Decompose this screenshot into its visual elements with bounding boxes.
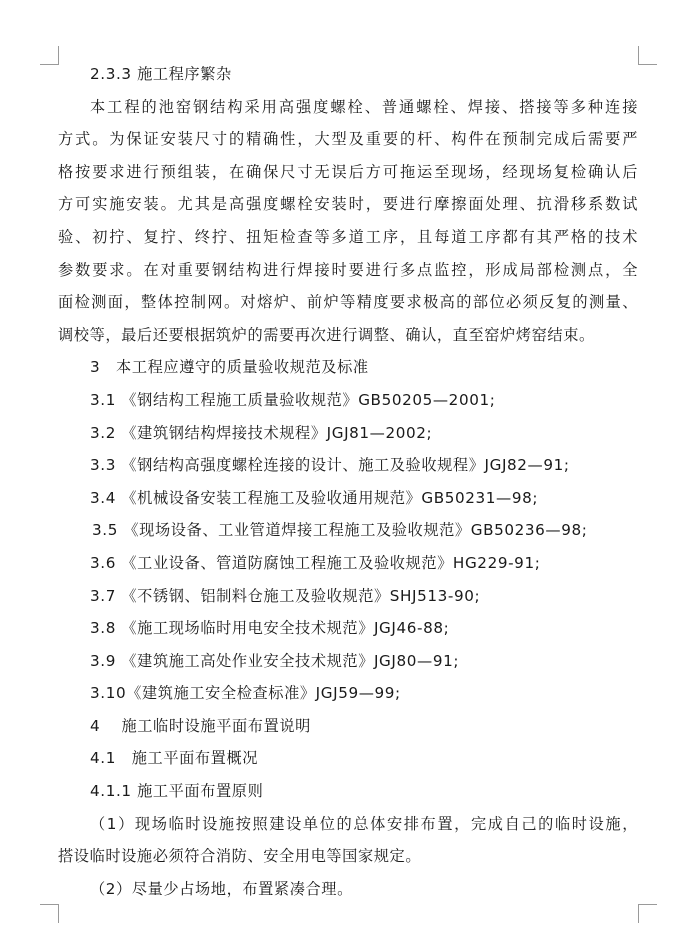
heading-4-1-1: 4.1.1 施工平面布置原则	[90, 782, 264, 801]
paragraph-line: 搭设临时设施必须符合消防、安全用电等国家规定。	[58, 847, 422, 866]
paragraph-point-1	[58, 808, 638, 873]
heading-4-temporary-facilities: 4 施工临时设施平面布置说明	[90, 716, 311, 735]
document-page	[58, 58, 638, 905]
standard-item: 3.2 《建筑钢结构焊接技术规程》JGJ81—2002;	[90, 423, 433, 442]
paragraph-construction-procedure	[58, 91, 638, 352]
paragraph-line: （1）现场临时设施按照建设单位的总体安排布置，完成自己的临时设施，	[90, 814, 638, 833]
standards-list	[58, 384, 638, 710]
paragraph-line: 方可实施安装。尤其是高强度螺栓安装时，要进行摩擦面处理、抗滑移系数试	[58, 195, 638, 214]
paragraph-line: 方式。为保证安装尺寸的精确性，大型及重要的杆、构件在预制完成后需要严	[58, 130, 638, 149]
standard-item: 3.9 《建筑施工高处作业安全技术规范》JGJ80—91;	[90, 651, 460, 670]
paragraph-line: 面检测面，整体控制网。对熔炉、前炉等精度要求极高的部位必须反复的测量、	[58, 293, 638, 312]
standard-item: 3.3 《钢结构高强度螺栓连接的设计、施工及验收规程》JGJ82—91;	[90, 456, 570, 475]
paragraph-line: 调校等，最后还要根据筑炉的需要再次进行调整、确认，直至窑炉烤窑结束。	[58, 325, 595, 344]
standard-item: 3.8 《施工现场临时用电安全技术规范》JGJ46-88;	[90, 619, 450, 638]
page-corner-mark-bottom-left	[40, 904, 59, 923]
standard-item: 3.4 《机械设备安装工程施工及验收通用规范》GB50231—98;	[90, 488, 539, 507]
page-corner-mark-top-right	[638, 46, 657, 65]
standard-item: 3.10《建筑施工安全检查标准》JGJ59—99;	[90, 684, 401, 703]
standard-item: 3.6 《工业设备、管道防腐蚀工程施工及验收规范》HG229-91;	[90, 553, 541, 572]
standard-item: 3.7 《不锈钢、铝制料仓施工及验收规范》SHJ513-90;	[90, 586, 481, 605]
page-corner-mark-bottom-right	[638, 904, 657, 923]
paragraph-line: 验、初拧、复拧、终拧、扭矩检查等多道工序，且每道工序都有其严格的技术	[58, 227, 638, 246]
standard-item: 3.1 《钢结构工程施工质量验收规范》GB50205—2001;	[90, 390, 496, 409]
heading-4-1: 4.1 施工平面布置概况	[90, 749, 259, 768]
paragraph-line: 本工程的池窑钢结构采用高强度螺栓、普通螺栓、焊接、搭接等多种连接	[90, 97, 638, 116]
paragraph-line: 参数要求。在对重要钢结构进行焊接时要进行多点监控，形成局部检测点，全	[58, 260, 638, 279]
page-corner-mark-top-left	[40, 46, 59, 65]
heading-3-standards: 3 本工程应遵守的质量验收规范及标准	[90, 358, 369, 377]
heading-2-3-3: 2.3.3 施工程序繁杂	[90, 65, 232, 83]
standard-item: 3.5 《现场设备、工业管道焊接工程施工及验收规范》GB50236—98;	[92, 521, 588, 540]
paragraph-line: 格按要求进行预组装，在确保尺寸无误后方可拖运至现场，经现场复检确认后	[58, 162, 638, 181]
paragraph-point-2: （2）尽量少占场地，布置紧凑合理。	[90, 879, 353, 898]
